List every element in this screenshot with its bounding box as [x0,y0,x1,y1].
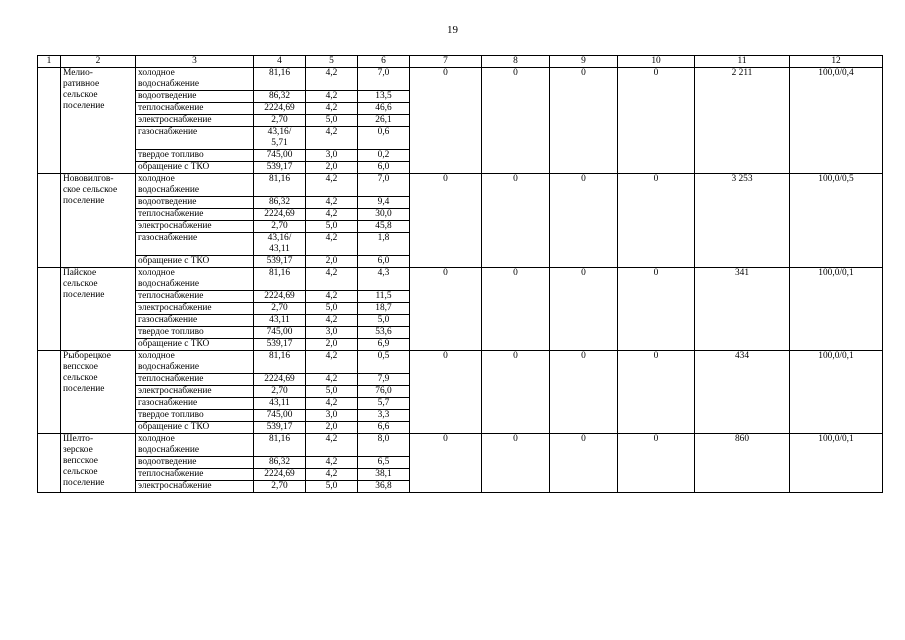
value-cell-c10: 0 [618,174,695,268]
share-cell: 9,4 [358,197,410,209]
norm-cell: 4,2 [306,374,358,386]
share-cell: 8,0 [358,434,410,457]
tariff-cell: 43,11 [254,398,306,410]
header-cell: 1 [38,56,61,68]
header-cell: 6 [358,56,410,68]
service-name: твердое топливо [136,150,254,162]
service-name: обращение с ТКО [136,256,254,268]
tariff-cell: 2,70 [254,115,306,127]
table-row [38,268,883,291]
share-cell: 36,8 [358,481,410,493]
norm-cell: 4,2 [306,127,358,150]
share-cell: 6,6 [358,422,410,434]
table-row [38,351,883,374]
header-cell: 10 [618,56,695,68]
tariff-table [37,55,883,493]
share-cell: 46,6 [358,103,410,115]
page-number: 19 [447,24,458,36]
value-cell-c11: 3 253 [695,174,790,268]
share-cell: 7,9 [358,374,410,386]
service-name: теплоснабжение [136,374,254,386]
share-cell: 4,3 [358,268,410,291]
norm-cell: 4,2 [306,351,358,374]
service-name: холодное водоснабжение [136,174,254,197]
norm-cell: 4,2 [306,469,358,481]
service-name: водоотведение [136,457,254,469]
value-cell-c7: 0 [410,174,482,268]
tariff-cell: 43,11 [254,315,306,327]
tariff-cell: 539,17 [254,339,306,351]
share-cell: 7,0 [358,68,410,91]
tariff-cell: 2,70 [254,386,306,398]
service-name: электроснабжение [136,481,254,493]
tariff-cell: 86,32 [254,457,306,469]
share-cell: 11,5 [358,291,410,303]
tariff-cell: 81,16 [254,68,306,91]
value-cell-c8: 0 [482,174,550,268]
service-name: теплоснабжение [136,209,254,221]
service-name: электроснабжение [136,386,254,398]
norm-cell: 4,2 [306,268,358,291]
settlement-name: Нововилгов- ское сельское поселение [61,174,136,268]
value-cell-c9: 0 [550,351,618,434]
value-cell-c7: 0 [410,68,482,174]
norm-cell: 2,0 [306,339,358,351]
service-name: обращение с ТКО [136,422,254,434]
tariff-cell: 2224,69 [254,374,306,386]
tariff-cell: 2,70 [254,481,306,493]
norm-cell: 4,2 [306,103,358,115]
norm-cell: 4,2 [306,457,358,469]
share-cell: 5,0 [358,315,410,327]
index-cell [38,174,61,268]
service-name: теплоснабжение [136,291,254,303]
share-cell: 6,0 [358,162,410,174]
table-row [38,434,883,457]
tariff-cell: 86,32 [254,197,306,209]
norm-cell: 4,2 [306,291,358,303]
service-name: твердое топливо [136,410,254,422]
service-name: газоснабжение [136,127,254,150]
norm-cell: 4,2 [306,398,358,410]
header-cell: 2 [61,56,136,68]
norm-cell: 5,0 [306,481,358,493]
norm-cell: 3,0 [306,150,358,162]
header-cell: 3 [136,56,254,68]
value-cell-c10: 0 [618,68,695,174]
norm-cell: 2,0 [306,422,358,434]
header-cell: 11 [695,56,790,68]
share-cell: 0,6 [358,127,410,150]
header-cell: 5 [306,56,358,68]
index-cell [38,351,61,434]
value-cell-c11: 434 [695,351,790,434]
norm-cell: 4,2 [306,434,358,457]
settlement-name: Рыборецкое вепсское сельское поселение [61,351,136,434]
value-cell-c11: 2 211 [695,68,790,174]
tariff-cell: 43,16/ 5,71 [254,127,306,150]
tariff-cell: 745,00 [254,327,306,339]
value-cell-c12: 100,0/0,1 [790,434,883,493]
tariff-cell: 43,16/ 43,11 [254,233,306,256]
header-row [38,56,883,68]
value-cell-c10: 0 [618,268,695,351]
service-name: холодное водоснабжение [136,68,254,91]
share-cell: 26,1 [358,115,410,127]
share-cell: 5,7 [358,398,410,410]
norm-cell: 2,0 [306,162,358,174]
value-cell-c11: 341 [695,268,790,351]
service-name: холодное водоснабжение [136,434,254,457]
service-name: газоснабжение [136,315,254,327]
tariff-cell: 2224,69 [254,291,306,303]
norm-cell: 5,0 [306,303,358,315]
service-name: водоотведение [136,197,254,209]
value-cell-c12: 100,0/0,1 [790,268,883,351]
norm-cell: 5,0 [306,386,358,398]
tariff-cell: 2224,69 [254,209,306,221]
tariff-cell: 81,16 [254,174,306,197]
share-cell: 18,7 [358,303,410,315]
share-cell: 6,9 [358,339,410,351]
value-cell-c12: 100,0/0,4 [790,68,883,174]
norm-cell: 3,0 [306,327,358,339]
tariff-cell: 745,00 [254,150,306,162]
table-row [38,68,883,91]
share-cell: 13,5 [358,91,410,103]
service-name: газоснабжение [136,398,254,410]
tariff-cell: 81,16 [254,268,306,291]
norm-cell: 5,0 [306,115,358,127]
tariff-cell: 81,16 [254,351,306,374]
share-cell: 7,0 [358,174,410,197]
value-cell-c11: 860 [695,434,790,493]
value-cell-c9: 0 [550,68,618,174]
value-cell-c7: 0 [410,268,482,351]
service-name: холодное водоснабжение [136,351,254,374]
tariff-cell: 539,17 [254,256,306,268]
index-cell [38,68,61,174]
norm-cell: 4,2 [306,174,358,197]
value-cell-c8: 0 [482,351,550,434]
header-cell: 8 [482,56,550,68]
share-cell: 53,6 [358,327,410,339]
tariff-cell: 539,17 [254,422,306,434]
service-name: электроснабжение [136,115,254,127]
service-name: теплоснабжение [136,469,254,481]
tariff-cell: 2224,69 [254,103,306,115]
share-cell: 76,0 [358,386,410,398]
index-cell [38,434,61,493]
value-cell-c12: 100,0/0,5 [790,174,883,268]
norm-cell: 4,2 [306,68,358,91]
header-cell: 12 [790,56,883,68]
service-name: электроснабжение [136,221,254,233]
value-cell-c7: 0 [410,434,482,493]
service-name: обращение с ТКО [136,162,254,174]
table-row [38,174,883,197]
tariff-cell: 81,16 [254,434,306,457]
value-cell-c9: 0 [550,174,618,268]
norm-cell: 3,0 [306,410,358,422]
norm-cell: 4,2 [306,233,358,256]
share-cell: 0,2 [358,150,410,162]
index-cell [38,268,61,351]
header-cell: 9 [550,56,618,68]
share-cell: 3,3 [358,410,410,422]
share-cell: 6,0 [358,256,410,268]
norm-cell: 2,0 [306,256,358,268]
service-name: твердое топливо [136,327,254,339]
service-name: газоснабжение [136,233,254,256]
value-cell-c10: 0 [618,434,695,493]
value-cell-c8: 0 [482,68,550,174]
tariff-cell: 2,70 [254,303,306,315]
norm-cell: 5,0 [306,221,358,233]
norm-cell: 4,2 [306,91,358,103]
settlement-name: Мелио- ративное сельское поселение [61,68,136,174]
value-cell-c7: 0 [410,351,482,434]
service-name: теплоснабжение [136,103,254,115]
service-name: водоотведение [136,91,254,103]
tariff-cell: 539,17 [254,162,306,174]
service-name: обращение с ТКО [136,339,254,351]
share-cell: 0,5 [358,351,410,374]
tariff-cell: 2224,69 [254,469,306,481]
settlement-name: Пайское сельское поселение [61,268,136,351]
service-name: холодное водоснабжение [136,268,254,291]
share-cell: 45,8 [358,221,410,233]
header-cell: 7 [410,56,482,68]
value-cell-c9: 0 [550,434,618,493]
tariff-cell: 2,70 [254,221,306,233]
norm-cell: 4,2 [306,209,358,221]
share-cell: 30,0 [358,209,410,221]
tariff-cell: 745,00 [254,410,306,422]
value-cell-c9: 0 [550,268,618,351]
value-cell-c10: 0 [618,351,695,434]
norm-cell: 4,2 [306,197,358,209]
value-cell-c12: 100,0/0,1 [790,351,883,434]
tariff-cell: 86,32 [254,91,306,103]
share-cell: 1,8 [358,233,410,256]
service-name: электроснабжение [136,303,254,315]
share-cell: 6,5 [358,457,410,469]
header-cell: 4 [254,56,306,68]
value-cell-c8: 0 [482,268,550,351]
norm-cell: 4,2 [306,315,358,327]
value-cell-c8: 0 [482,434,550,493]
share-cell: 38,1 [358,469,410,481]
settlement-name: Шелто- зерское вепсское сельское поселение [61,434,136,493]
